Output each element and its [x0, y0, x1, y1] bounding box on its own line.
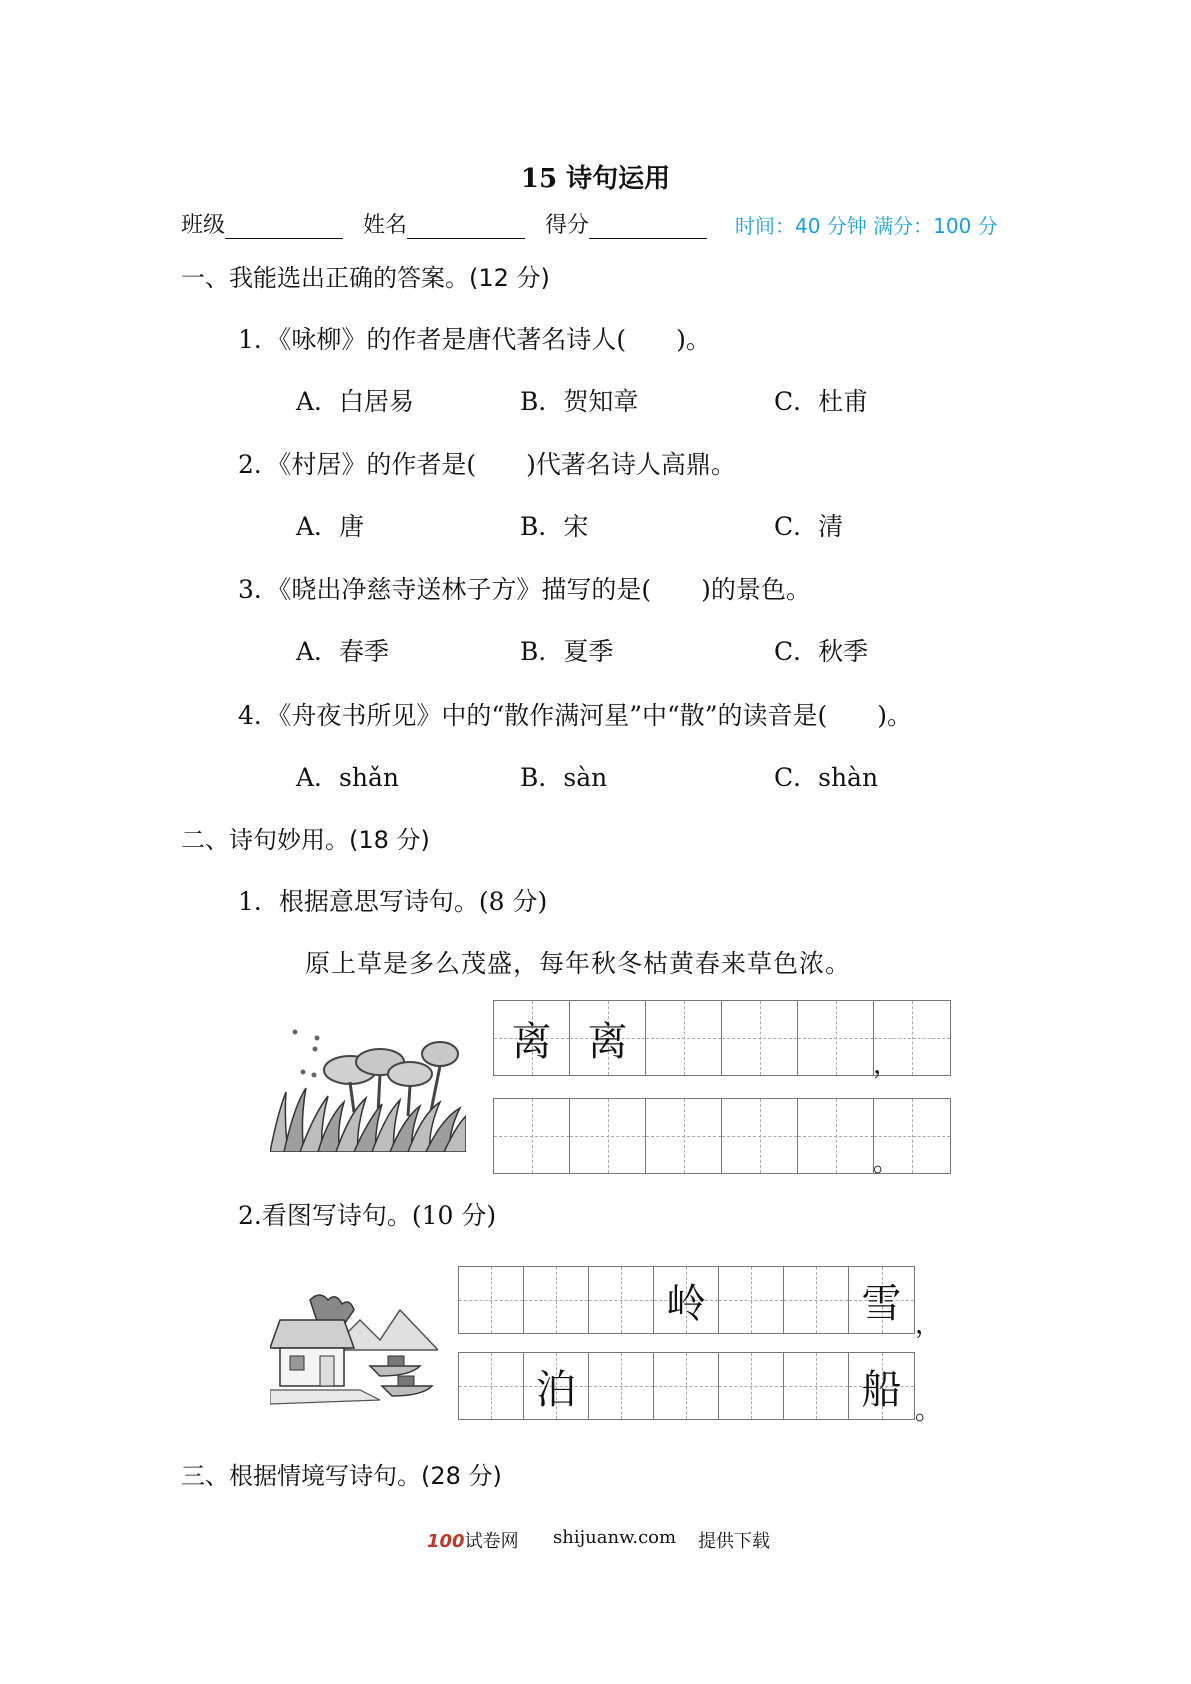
question-3: 3．《晓出净慈寺送林子方》描写的是( )的景色。: [238, 575, 811, 604]
period: 。: [873, 1148, 900, 1178]
q4-option-b[interactable]: B．sàn: [520, 763, 608, 792]
section2-heading: 二、诗句妙用。(18 分): [181, 826, 430, 854]
name-label: 姓名: [363, 213, 408, 238]
question-2: 2．《村居》的作者是( )代著名诗人高鼎。: [238, 450, 736, 479]
period: 。: [915, 1396, 942, 1426]
grid-cell[interactable]: [798, 1001, 874, 1075]
q4-option-a[interactable]: A．shǎn: [296, 763, 399, 792]
sub-question-2: 2.看图写诗句。(10 分): [238, 1201, 497, 1230]
grid-cell[interactable]: [722, 1099, 798, 1173]
poem-meaning: 原上草是多么茂盛，每年秋冬枯黄春来草色浓。: [305, 949, 852, 978]
answer-grid-2-row-2[interactable]: [458, 1352, 915, 1420]
q1-option-b[interactable]: B．贺知章: [520, 387, 639, 416]
grid-cell[interactable]: 泊: [524, 1353, 589, 1419]
grid-cell[interactable]: 离: [570, 1001, 646, 1075]
grid-cell[interactable]: [459, 1267, 524, 1333]
section3-heading: 三、根据情境写诗句。(28 分): [181, 1462, 502, 1490]
question-1: 1．《咏柳》的作者是唐代著名诗人( )。: [238, 325, 711, 354]
q2-option-b[interactable]: B．宋: [520, 512, 589, 541]
page-title: 15 诗句运用: [520, 164, 671, 194]
time-info: 时间：40 分钟 满分：100 分: [735, 214, 998, 238]
grid-cell[interactable]: [722, 1001, 798, 1075]
class-label: 班级: [181, 213, 226, 238]
question-4: 4．《舟夜书所见》中的“散作满河星”中“散”的读音是( )。: [238, 701, 913, 730]
grid-cell[interactable]: 船: [849, 1353, 914, 1419]
grid-cell[interactable]: [784, 1353, 849, 1419]
grid-cell[interactable]: [589, 1353, 654, 1419]
grid-cell[interactable]: 雪: [849, 1267, 914, 1333]
grid-cell[interactable]: [524, 1267, 589, 1333]
grid-cell[interactable]: [646, 1099, 722, 1173]
q2-option-c[interactable]: C．清: [774, 512, 844, 541]
grid-cell[interactable]: [570, 1099, 646, 1173]
grass-illustration: [270, 1022, 466, 1152]
footer-domain: shijuanw.com: [553, 1527, 677, 1548]
grid-cell[interactable]: [719, 1353, 784, 1419]
q3-option-a[interactable]: A．春季: [296, 637, 390, 666]
village-illustration: [270, 1290, 438, 1406]
class-field[interactable]: [181, 208, 343, 239]
name-field[interactable]: [363, 208, 525, 239]
q1-option-c[interactable]: C．杜甫: [774, 387, 869, 416]
answer-grid-2-row-1[interactable]: [458, 1266, 915, 1334]
section1-heading: 一、我能选出正确的答案。(12 分): [181, 264, 550, 292]
q4-option-c[interactable]: C．shàn: [774, 763, 879, 792]
grid-cell[interactable]: [719, 1267, 784, 1333]
grid-cell[interactable]: [589, 1267, 654, 1333]
q2-option-a[interactable]: A．唐: [296, 512, 365, 541]
footer-note: 提供下载: [698, 1531, 770, 1552]
footer-site-name: 试卷网: [464, 1531, 519, 1552]
grid-cell[interactable]: 离: [494, 1001, 570, 1075]
grid-cell[interactable]: 岭: [654, 1267, 719, 1333]
q3-option-b[interactable]: B．夏季: [520, 637, 614, 666]
sub-question-1: 1．根据意思写诗句。(8 分): [238, 887, 548, 916]
logo-100: 100: [427, 1531, 465, 1552]
grid-cell[interactable]: [494, 1099, 570, 1173]
footer-logo: [427, 1527, 519, 1553]
comma: ，: [915, 1310, 942, 1340]
grid-cell[interactable]: [646, 1001, 722, 1075]
q1-option-a[interactable]: A．白居易: [296, 387, 415, 416]
score-field[interactable]: [545, 208, 707, 239]
comma: ，: [873, 1050, 900, 1080]
grid-cell[interactable]: [784, 1267, 849, 1333]
grid-cell[interactable]: [459, 1353, 524, 1419]
grid-cell[interactable]: [798, 1099, 874, 1173]
grid-cell[interactable]: [654, 1353, 719, 1419]
score-label: 得分: [545, 213, 590, 238]
q3-option-c[interactable]: C．秋季: [774, 637, 869, 666]
